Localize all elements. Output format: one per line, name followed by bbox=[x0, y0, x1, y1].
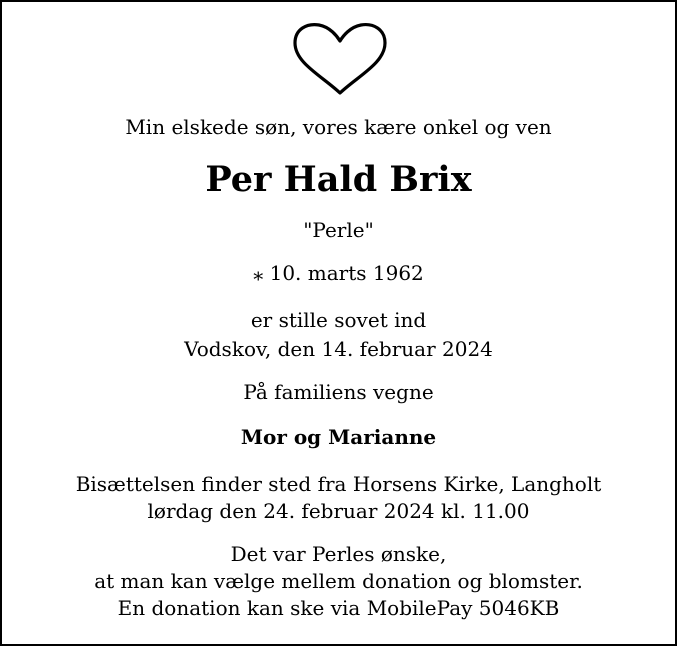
wish-line-3: En donation kan ske via MobilePay 5046KB bbox=[117, 596, 560, 620]
heart-icon bbox=[288, 21, 392, 96]
deceased-name: Per Hald Brix bbox=[205, 159, 472, 200]
death-line-2: Vodskov, den 14. februar 2024 bbox=[184, 337, 493, 361]
nickname: "Perle" bbox=[303, 218, 374, 242]
death-line-1: er stille sovet ind bbox=[250, 308, 427, 332]
on-behalf-line: På familiens vegne bbox=[243, 380, 434, 404]
signed-by: Mor og Marianne bbox=[240, 425, 437, 449]
birth-date: ⁎ 10. marts 1962 bbox=[253, 261, 424, 285]
wish-line-2: at man kan vælge mellem donation og blomster. bbox=[94, 569, 583, 593]
wish-line-1: Det var Perles ønske, bbox=[230, 542, 447, 566]
intro-line: Min elskede søn, vores kære onkel og ven bbox=[125, 115, 552, 139]
funeral-line-1: Bisættelsen finder sted fra Horsens Kirke, Langholt bbox=[75, 472, 602, 496]
funeral-line-2: lørdag den 24. februar 2024 kl. 11.00 bbox=[147, 499, 530, 523]
